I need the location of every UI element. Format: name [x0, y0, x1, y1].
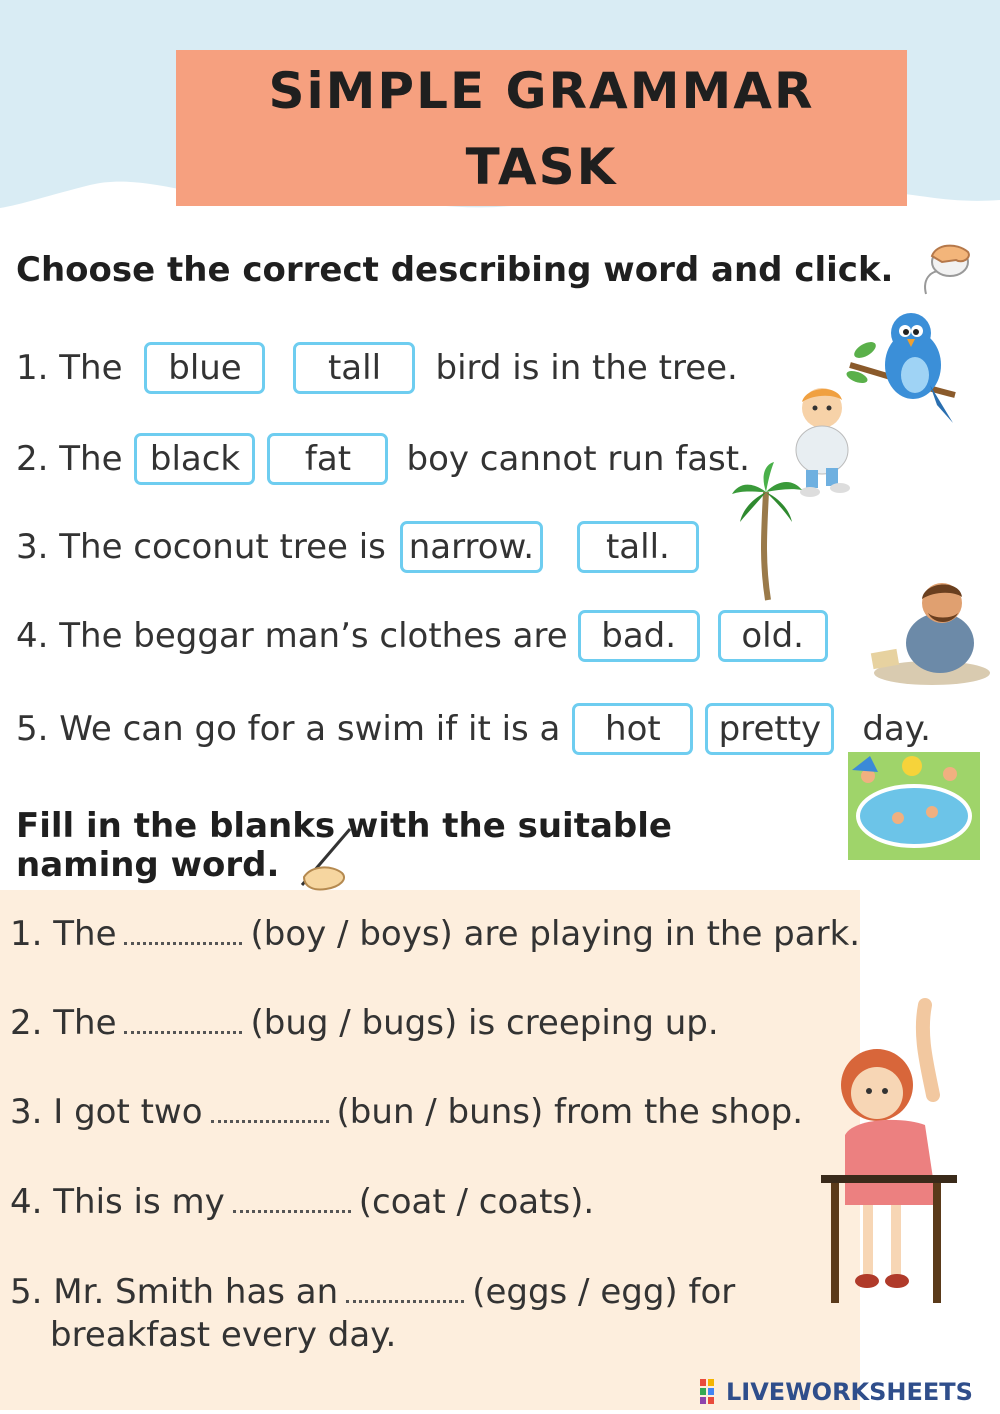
beggar-man-icon — [862, 573, 992, 688]
fill-2-hint: (bug / bugs) is creeping up. — [250, 1003, 719, 1043]
fill-row-4 — [10, 1180, 594, 1224]
coconut-tree-icon — [730, 462, 805, 602]
fill-3-blank[interactable] — [211, 1098, 329, 1123]
question-5-prefix: 5. We can go for a swim if it is a — [16, 709, 561, 749]
question-3-prefix: 3. The coconut tree is — [16, 527, 386, 567]
mouse-hand-icon — [912, 238, 976, 298]
fill-4-prefix: 4. This is my — [10, 1182, 225, 1222]
title-line-2: TASK — [465, 138, 618, 196]
swimming-pool-icon — [848, 752, 980, 860]
fill-2-blank[interactable] — [124, 1009, 242, 1034]
fill-row-5 — [10, 1270, 735, 1314]
fill-3-hint: (bun / buns) from the shop. — [336, 1092, 804, 1132]
question-row-2 — [16, 431, 750, 487]
fill-1-blank[interactable] — [124, 920, 242, 945]
option-blue[interactable]: blue — [144, 342, 265, 394]
brand-logo — [700, 1378, 973, 1406]
question-row-4 — [16, 608, 828, 664]
fill-5-prefix: 5. Mr. Smith has an — [10, 1272, 339, 1312]
option-fat[interactable]: fat — [267, 433, 388, 485]
option-tall-2[interactable]: tall. — [577, 521, 699, 573]
question-2-prefix: 2. The — [16, 439, 123, 479]
question-row-5 — [16, 701, 931, 757]
fill-row-2 — [10, 1001, 719, 1045]
fill-4-hint: (coat / coats). — [358, 1182, 595, 1222]
option-narrow[interactable]: narrow. — [400, 521, 543, 573]
question-row-1 — [16, 340, 738, 396]
fill-row-5-continued: breakfast every day. — [50, 1315, 397, 1355]
section1-heading: Choose the correct describing word and click. — [16, 250, 894, 290]
girl-raising-hand-icon — [815, 995, 960, 1325]
question-5-suffix: day. — [862, 709, 931, 749]
question-1-suffix: bird is in the tree. — [435, 348, 738, 388]
fill-row-1 — [10, 912, 860, 956]
title-line-1: SiMPLE GRAMMAR — [268, 62, 815, 120]
fill-1-hint: (boy / boys) are playing in the park. — [250, 914, 861, 954]
section2-heading-line-1: Fill in the blanks with the suitable — [16, 806, 672, 846]
fill-2-prefix: 2. The — [10, 1003, 117, 1043]
option-bad[interactable]: bad. — [578, 610, 700, 662]
fill-5-blank[interactable] — [346, 1278, 464, 1303]
fill-row-3 — [10, 1090, 803, 1134]
fill-4-blank[interactable] — [233, 1188, 351, 1213]
question-4-prefix: 4. The beggar man’s clothes are — [16, 616, 568, 656]
option-hot[interactable]: hot — [572, 703, 693, 755]
liveworksheets-logo-icon — [700, 1379, 722, 1405]
brand-name: LIVEWORKSHEETS — [726, 1378, 973, 1406]
pencil-hand-icon — [296, 825, 354, 893]
option-pretty[interactable]: pretty — [705, 703, 834, 755]
fill-1-prefix: 1. The — [10, 914, 117, 954]
question-1-prefix: 1. The — [16, 348, 123, 388]
fill-5-hint: (eggs / egg) for — [472, 1272, 736, 1312]
fill-3-prefix: 3. I got two — [10, 1092, 203, 1132]
title-banner — [176, 50, 907, 206]
option-tall[interactable]: tall — [293, 342, 415, 394]
question-row-3 — [16, 519, 699, 575]
question-2-suffix: boy cannot run fast. — [406, 439, 750, 479]
option-old[interactable]: old. — [718, 610, 828, 662]
option-black[interactable]: black — [134, 433, 255, 485]
section2-heading-line-2: naming word. — [16, 845, 280, 885]
